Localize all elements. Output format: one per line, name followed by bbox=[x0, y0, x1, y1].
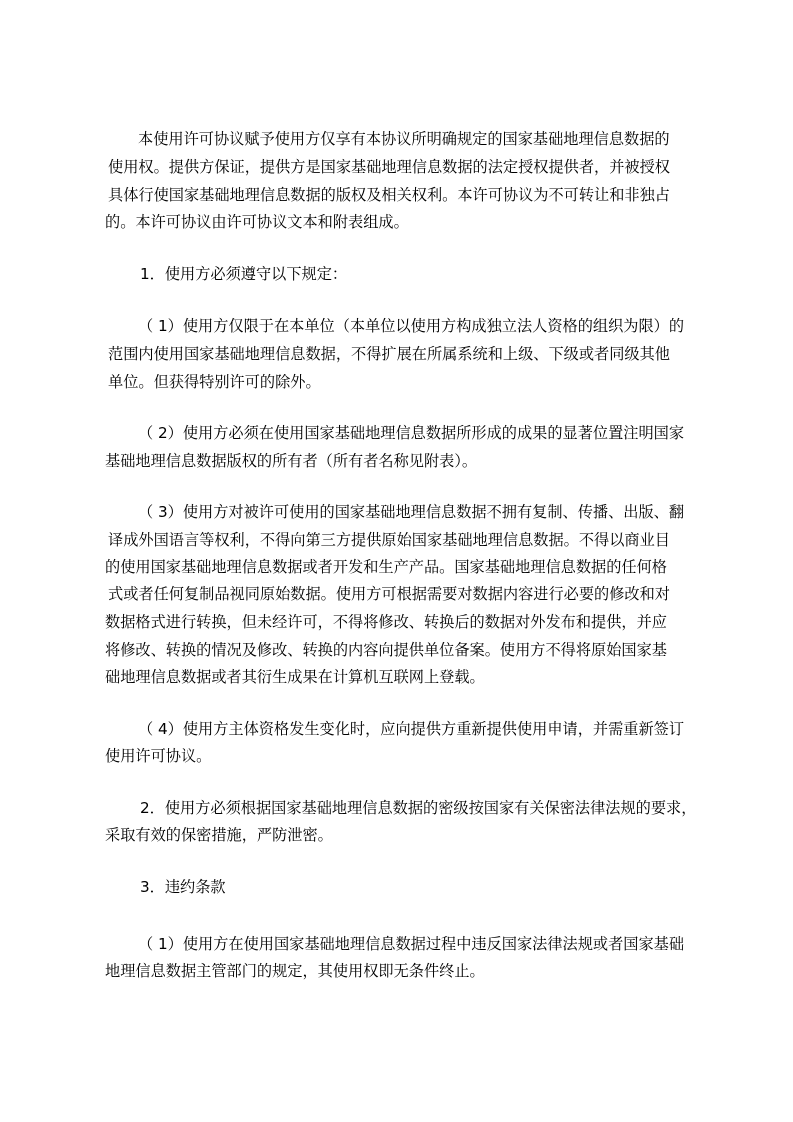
section-3-item-1-line-1: （ 1）使用方在使用国家基础地理信息数据过程中违反国家法律法规或者国家基础 bbox=[138, 935, 685, 953]
item-4-line-1: （ 4）使用方主体资格发生变化时，应向提供方重新提供使用申请，并需重新签订 bbox=[138, 720, 685, 738]
item-3-line-3: 的使用国家基础地理信息数据或者开发和生产产品。国家基础地理信息数据的任何格 bbox=[105, 558, 667, 576]
section-1-heading: 1．使用方必须遵守以下规定： bbox=[140, 265, 348, 283]
section-3-item-1-line-2: 地理信息数据主管部门的规定，其使用权即无条件终止。 bbox=[105, 962, 485, 980]
section-3-heading: 3．违约条款 bbox=[140, 878, 226, 896]
item-2-line-2: 基础地理信息数据版权的所有者（所有者名称见附表）。 bbox=[105, 452, 478, 470]
item-4-line-2: 使用许可协议。 bbox=[105, 747, 212, 765]
item-3-line-1: （ 3）使用方对被许可使用的国家基础地理信息数据不拥有复制、传播、出版、翻 bbox=[138, 503, 685, 521]
item-3-line-4: 式或者任何复制品视同原始数据。使用方可根据需要对数据内容进行必要的修改和对 bbox=[108, 585, 670, 603]
item-3-line-2: 译成外国语言等权利，不得向第三方提供原始国家基础地理信息数据。不得以商业目 bbox=[108, 531, 670, 549]
item-1-line-2: 范围内使用国家基础地理信息数据，不得扩展在所属系统和上级、下级或者同级其他 bbox=[108, 345, 670, 363]
intro-line-1: 本使用许可协议赋予使用方仅享有本协议所明确规定的国家基础地理信息数据的 bbox=[138, 130, 670, 148]
item-2-line-1: （ 2）使用方必须在使用国家基础地理信息数据所形成的成果的显著位置注明国家 bbox=[138, 424, 685, 442]
intro-line-3: 具体行使国家基础地理信息数据的版权及相关权利。本许可协议为不可转让和非独占 bbox=[108, 186, 670, 204]
item-3-line-6: 将修改、转换的情况及修改、转换的内容向提供单位备案。使用方不得将原始国家基 bbox=[105, 641, 667, 659]
intro-line-4: 的。本许可协议由许可协议文本和附表组成。 bbox=[105, 213, 409, 231]
item-3-line-7: 础地理信息数据或者其衍生成果在计算机互联网上登载。 bbox=[105, 668, 485, 686]
item-1-line-1: （ 1）使用方仅限于在本单位（本单位以使用方构成独立法人资格的组织为限）的 bbox=[138, 317, 685, 335]
intro-line-2: 使用权。提供方保证，提供方是国家基础地理信息数据的法定授权提供者，并被授权 bbox=[108, 158, 670, 176]
item-3-line-5: 数据格式进行转换，但未经许可，不得将修改、转换后的数据对外发布和提供，并应 bbox=[105, 613, 667, 631]
section-2-line-2: 采取有效的保密措施，严防泄密。 bbox=[105, 826, 333, 844]
section-2-line-1: 2．使用方必须根据国家基础地理信息数据的密级按国家有关保密法律法规的要求， bbox=[140, 799, 697, 817]
item-1-line-3: 单位。但获得特别许可的除外。 bbox=[108, 373, 321, 391]
